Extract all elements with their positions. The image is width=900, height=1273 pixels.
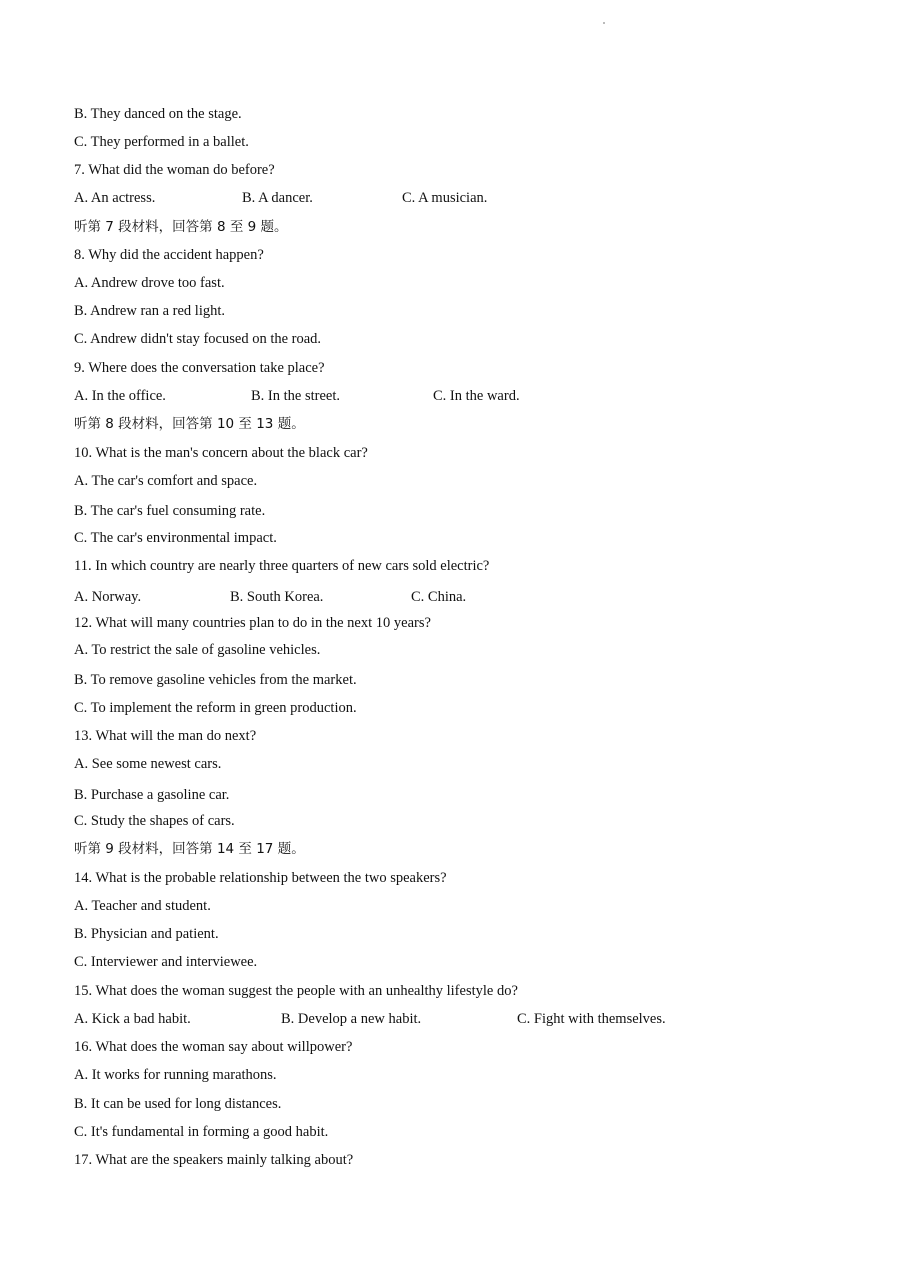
q16-option-b: B. It can be used for long distances. — [74, 1096, 282, 1112]
q11-option-b: B. South Korea. — [230, 589, 324, 605]
q7-option-b: B. A dancer. — [242, 190, 313, 206]
q8-option-a: A. Andrew drove too fast. — [74, 275, 225, 291]
q13-option-c: C. Study the shapes of cars. — [74, 813, 235, 829]
q11-option-c: C. China. — [411, 589, 467, 605]
question-17: 17. What are the speakers mainly talking about? — [74, 1152, 354, 1168]
q11-option-a: A. Norway. — [74, 589, 142, 605]
section-instruction-9: 听第 9 段材料，回答第 14 至 17 题。 — [74, 841, 305, 857]
question-12: 12. What will many countries plan to do in the next 10 years? — [74, 615, 431, 631]
q15-option-b: B. Develop a new habit. — [281, 1011, 422, 1027]
q7-option-a: A. An actress. — [74, 190, 156, 206]
q10-option-a: A. The car's comfort and space. — [74, 473, 258, 489]
q9-option-c: C. In the ward. — [433, 388, 520, 404]
section-instruction-8: 听第 8 段材料，回答第 10 至 13 题。 — [74, 416, 305, 432]
option-line: C. They performed in a ballet. — [74, 134, 249, 150]
question-9: 9. Where does the conversation take place? — [74, 360, 325, 376]
q14-option-a: A. Teacher and student. — [74, 898, 211, 914]
q15-option-c: C. Fight with themselves. — [517, 1011, 666, 1027]
q14-option-b: B. Physician and patient. — [74, 926, 219, 942]
q8-option-c: C. Andrew didn't stay focused on the road. — [74, 331, 322, 347]
option-line: B. They danced on the stage. — [74, 106, 242, 122]
question-14: 14. What is the probable relationship between the two speakers? — [74, 870, 447, 886]
q13-option-a: A. See some newest cars. — [74, 756, 222, 772]
q15-option-a: A. Kick a bad habit. — [74, 1011, 191, 1027]
question-7: 7. What did the woman do before? — [74, 162, 275, 178]
q16-option-a: A. It works for running marathons. — [74, 1067, 277, 1083]
q12-option-c: C. To implement the reform in green production. — [74, 700, 357, 716]
question-15: 15. What does the woman suggest the people with an unhealthy lifestyle do? — [74, 983, 518, 999]
q14-option-c: C. Interviewer and interviewee. — [74, 954, 258, 970]
q9-option-a: A. In the office. — [74, 388, 166, 404]
q10-option-c: C. The car's environmental impact. — [74, 530, 277, 546]
question-11: 11. In which country are nearly three quarters of new cars sold electric? — [74, 558, 490, 574]
q12-option-b: B. To remove gasoline vehicles from the market. — [74, 672, 357, 688]
q16-option-c: C. It's fundamental in forming a good habit. — [74, 1124, 329, 1140]
q12-option-a: A. To restrict the sale of gasoline vehicles. — [74, 642, 321, 658]
q13-option-b: B. Purchase a gasoline car. — [74, 787, 230, 803]
question-8: 8. Why did the accident happen? — [74, 247, 264, 263]
q10-option-b: B. The car's fuel consuming rate. — [74, 503, 266, 519]
section-instruction-7: 听第 7 段材料，回答第 8 至 9 题。 — [74, 219, 288, 235]
q7-option-c: C. A musician. — [402, 190, 488, 206]
q8-option-b: B. Andrew ran a red light. — [74, 303, 226, 319]
question-13: 13. What will the man do next? — [74, 728, 257, 744]
q9-option-b: B. In the street. — [251, 388, 340, 404]
scan-speck — [603, 22, 605, 24]
question-10: 10. What is the man's concern about the black car? — [74, 445, 368, 461]
question-16: 16. What does the woman say about willpower? — [74, 1039, 353, 1055]
